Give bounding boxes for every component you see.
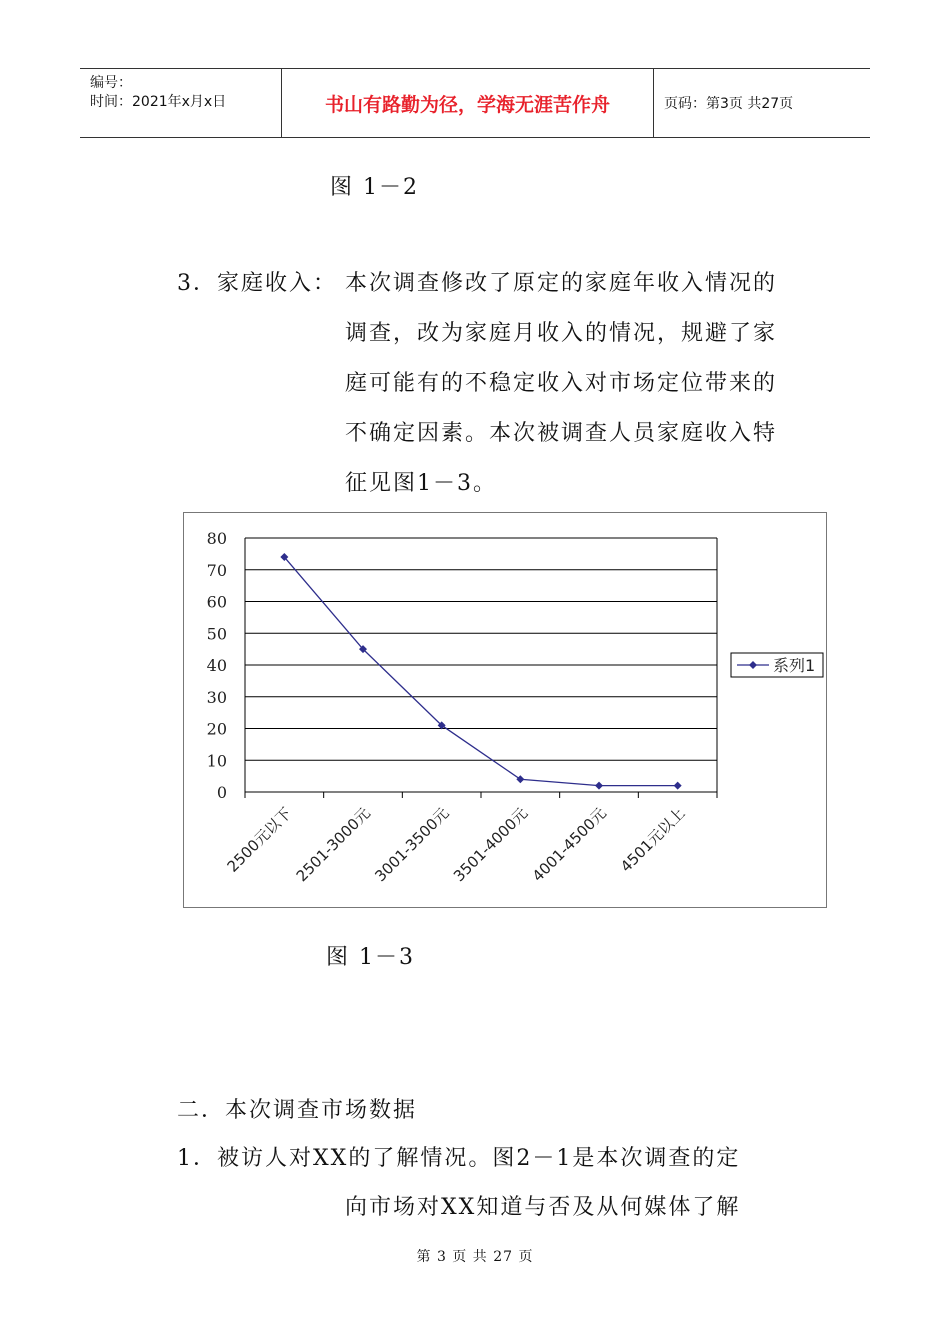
- section-3-line-2: 调查，改为家庭月收入的情况，规避了家: [345, 321, 778, 346]
- section-3-lead: 3．家庭收入：: [177, 271, 337, 296]
- page-footer: 第 3 页 共 27 页: [416, 1249, 534, 1265]
- y-tick-label: 70: [206, 560, 227, 580]
- y-tick-label: 20: [206, 719, 227, 739]
- series-line: [284, 557, 677, 786]
- x-tick-label: 2501-3000元: [292, 804, 374, 886]
- y-tick-label: 60: [206, 592, 227, 612]
- y-tick-label: 80: [206, 529, 227, 548]
- section-3-paragraph: [177, 258, 817, 518]
- data-point: [674, 782, 682, 790]
- x-tick-label: 3001-3500元: [371, 804, 453, 886]
- section-3-line-3: 庭可能有的不稳定收入对市场定位带来的: [345, 371, 778, 396]
- data-point: [595, 782, 603, 790]
- page-header: [80, 68, 870, 138]
- chart-svg: [184, 513, 828, 909]
- header-meta: [80, 69, 282, 137]
- x-tick-label: 4501元以上: [616, 804, 689, 876]
- section-3-line-1: 本次调查修改了原定的家庭年收入情况的: [345, 271, 778, 296]
- header-motto: 书山有路勤为径，学海无涯苦作舟: [282, 69, 654, 137]
- y-tick-label: 50: [206, 624, 227, 644]
- section-3-line-5: 征见图1－3。: [345, 471, 497, 496]
- figure-1-3-caption: 图 1－3: [326, 945, 415, 970]
- y-tick-label: 10: [206, 751, 227, 771]
- section-3-line-4: 不确定因素。本次被调查人员家庭收入特: [345, 421, 778, 446]
- y-tick-label: 0: [216, 783, 227, 802]
- income-line-chart: [183, 512, 827, 908]
- y-tick-label: 30: [206, 687, 227, 707]
- figure-1-2-caption: 图 1－2: [330, 175, 419, 200]
- header-time-label: 时间：2021年x月x日: [90, 94, 227, 110]
- x-tick-label: 3501-4000元: [450, 804, 532, 886]
- header-number-label: 编号：: [90, 75, 132, 91]
- section-two-heading: 二．本次调查市场数据: [177, 1098, 418, 1123]
- section-two-item-1-line-1: 1．被访人对XX的了解情况。图2－1是本次调查的定: [177, 1146, 741, 1171]
- data-point: [516, 775, 524, 783]
- y-tick-label: 40: [206, 656, 227, 675]
- x-tick-label: 4001-4500元: [528, 804, 610, 886]
- header-page-info: 页码：第3页 共27页: [664, 96, 794, 112]
- x-tick-label: 2500元以下: [223, 804, 296, 876]
- section-two-item-1-line-2: 向市场对XX知道与否及从何媒体了解: [345, 1195, 741, 1220]
- legend-label: 系列1: [773, 656, 816, 675]
